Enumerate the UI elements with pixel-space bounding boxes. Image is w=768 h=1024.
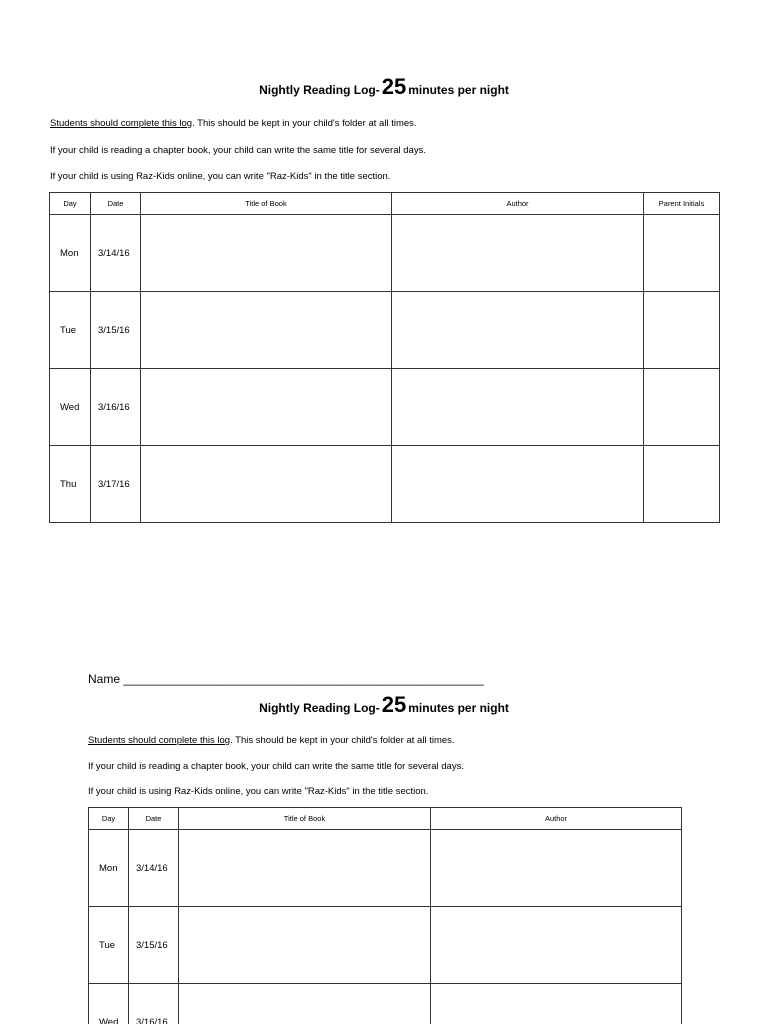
log1-table xyxy=(49,192,720,523)
initials-cell[interactable] xyxy=(644,446,720,523)
log2-title-number: 25 xyxy=(381,692,407,717)
log2-title xyxy=(0,692,768,718)
title-cell[interactable] xyxy=(141,446,392,523)
date-cell: 3/14/16 xyxy=(91,215,141,292)
author-cell[interactable] xyxy=(431,984,682,1024)
log2-title-prefix: Nightly Reading Log- xyxy=(259,701,380,715)
day-cell: Wed xyxy=(50,369,91,446)
log2-title-suffix: minutes per night xyxy=(408,701,509,715)
log1-title xyxy=(0,74,768,100)
day-cell: Wed xyxy=(89,984,129,1024)
day-cell: Thu xyxy=(50,446,91,523)
date-cell: 3/16/16 xyxy=(129,984,179,1024)
table-row xyxy=(50,215,720,292)
table-row xyxy=(89,907,682,984)
author-cell[interactable] xyxy=(431,830,682,907)
log2-instruction-underlined: Students should complete this log xyxy=(88,735,231,746)
log1-note-raz: If your child is using Raz-Kids online, you can write "Raz-Kids" in the title section. xyxy=(50,171,391,182)
log2-instruction xyxy=(88,735,455,746)
log1-header-date: Date xyxy=(91,193,141,215)
author-cell[interactable] xyxy=(431,907,682,984)
log1-header-initials: Parent Initials xyxy=(644,193,720,215)
log1-instruction-rest: . This should be kept in your child's folder at all times. xyxy=(192,118,417,129)
table-row xyxy=(50,369,720,446)
table-row xyxy=(50,446,720,523)
log2-note-raz: If your child is using Raz-Kids online, you can write "Raz-Kids" in the title section. xyxy=(88,786,429,797)
log2-name-field[interactable]: Name ______________________________________________________ xyxy=(88,672,484,686)
title-cell[interactable] xyxy=(179,984,431,1024)
title-cell[interactable] xyxy=(141,369,392,446)
log1-header-title: Title of Book xyxy=(141,193,392,215)
date-cell: 3/14/16 xyxy=(129,830,179,907)
log2-note-chapter: If your child is reading a chapter book, your child can write the same title for several days. xyxy=(88,761,464,772)
log1-note-chapter: If your child is reading a chapter book, your child can write the same title for several days. xyxy=(50,145,426,156)
day-cell: Mon xyxy=(50,215,91,292)
log1-title-number: 25 xyxy=(381,74,407,99)
log2-table xyxy=(88,807,682,1024)
date-cell: 3/16/16 xyxy=(91,369,141,446)
log2-instruction-rest: . This should be kept in your child's folder at all times. xyxy=(230,735,455,746)
title-cell[interactable] xyxy=(141,292,392,369)
log2-header-date: Date xyxy=(129,808,179,830)
log2-header-row xyxy=(89,808,682,830)
log2-header-author: Author xyxy=(431,808,682,830)
log1-title-suffix: minutes per night xyxy=(408,83,509,97)
author-cell[interactable] xyxy=(392,215,644,292)
day-cell: Tue xyxy=(50,292,91,369)
log2-header-title: Title of Book xyxy=(179,808,431,830)
log2-header-day: Day xyxy=(89,808,129,830)
initials-cell[interactable] xyxy=(644,369,720,446)
log1-header-row xyxy=(50,193,720,215)
date-cell: 3/17/16 xyxy=(91,446,141,523)
day-cell: Tue xyxy=(89,907,129,984)
title-cell[interactable] xyxy=(179,907,431,984)
title-cell[interactable] xyxy=(141,215,392,292)
author-cell[interactable] xyxy=(392,292,644,369)
log1-instruction xyxy=(50,118,417,129)
author-cell[interactable] xyxy=(392,446,644,523)
day-cell: Mon xyxy=(89,830,129,907)
table-row xyxy=(89,830,682,907)
log1-header-day: Day xyxy=(50,193,91,215)
initials-cell[interactable] xyxy=(644,215,720,292)
table-row xyxy=(89,984,682,1024)
date-cell: 3/15/16 xyxy=(129,907,179,984)
author-cell[interactable] xyxy=(392,369,644,446)
log1-header-author: Author xyxy=(392,193,644,215)
log1-instruction-underlined: Students should complete this log xyxy=(50,118,193,129)
initials-cell[interactable] xyxy=(644,292,720,369)
date-cell: 3/15/16 xyxy=(91,292,141,369)
table-row xyxy=(50,292,720,369)
log1-title-prefix: Nightly Reading Log- xyxy=(259,83,380,97)
title-cell[interactable] xyxy=(179,830,431,907)
